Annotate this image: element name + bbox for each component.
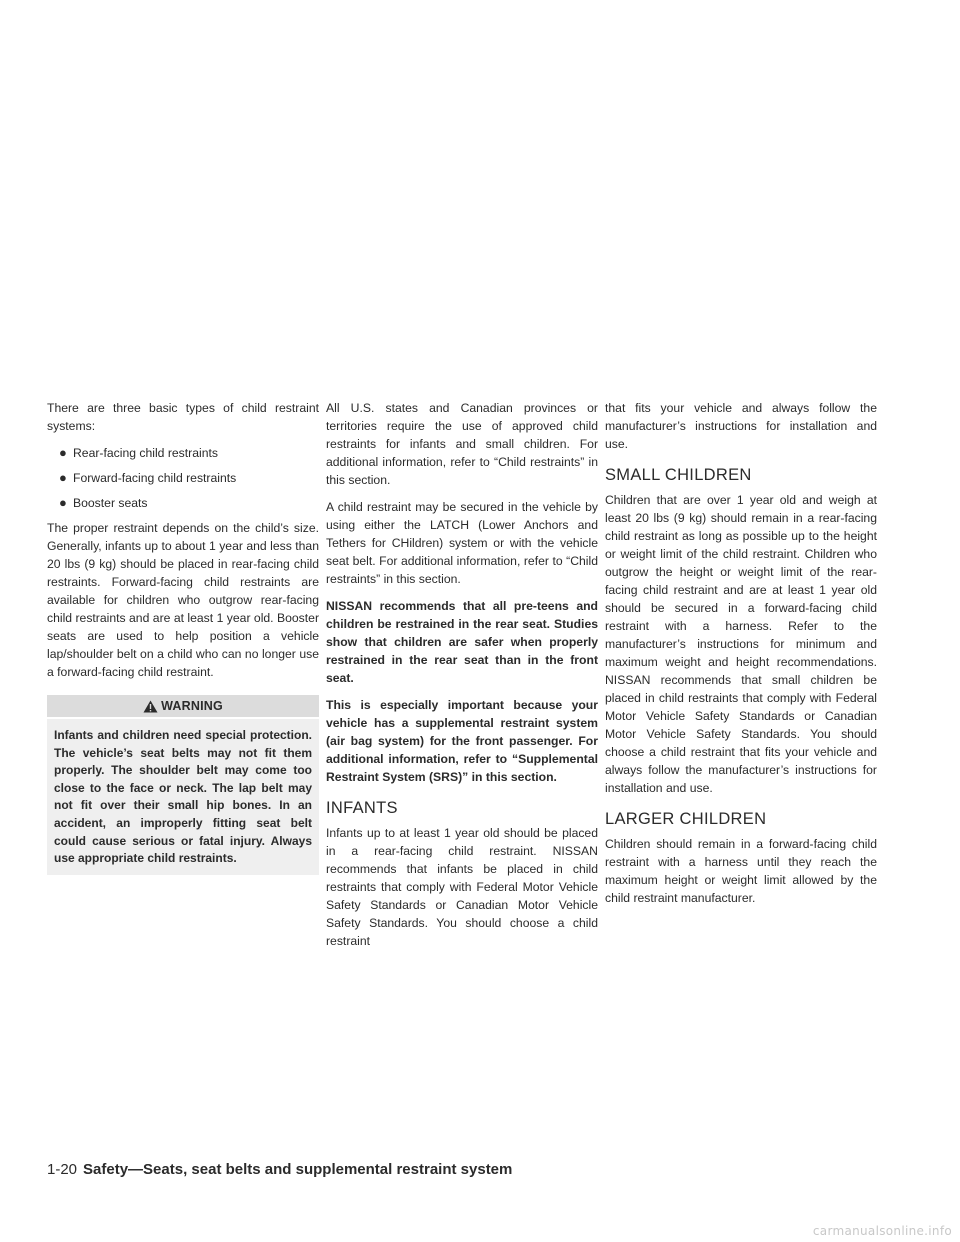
infants-heading: INFANTS — [326, 799, 398, 817]
small-children-heading: SMALL CHILDREN — [605, 466, 752, 484]
warning-title: WARNING — [161, 699, 223, 713]
latch-paragraph: A child restraint may be secured in the vehicle by using either the LATCH (Lower Anchors and Tethers for CHildren) system or with the vehicle seat belt. For additional information, refer to “Child restraints” in this section. — [326, 500, 598, 586]
larger-children-heading: LARGER CHILDREN — [605, 810, 767, 828]
column-1 — [47, 399, 319, 875]
list-item: ● Rear-facing child restraints — [59, 445, 218, 460]
list-item: ● Booster seats — [59, 495, 148, 510]
bullet-icon: ● — [59, 495, 67, 510]
restraint-types-list — [47, 444, 319, 512]
laws-paragraph: All U.S. states and Canadian provinces or territories require the use of approved child restraints for infants and small children. For additional information, refer to “Child restraints” in this section. — [326, 401, 598, 487]
list-item: ● Forward-facing child restraints — [59, 470, 237, 485]
continued-paragraph: that fits your vehicle and always follow the manufacturer’s instructions for installation and use. — [605, 401, 877, 451]
restraint-paragraph: The proper restraint depends on the child’s size. Generally, infants up to about 1 year and less than 20 lbs (9 kg) should be placed in rear-facing child restraints. Forward-facing child restraints are available for children who outgrow rear-facing child restraints and are at least 1 year old. Booster seats are used to help position a vehicle lap/shoulder belt on a child who can no longer use a forward-facing child restraint. — [47, 521, 319, 679]
warning-text: Infants and children need special protection. The vehicle’s seat belts may not fit them properly. The shoulder belt may come too close to the face or neck. The lap belt may not fit over their small hip bones. In an accident, an improperly fitting seat belt could cause serious or fatal injury. Always use appropriate child restraints. — [47, 719, 319, 875]
footer-title: Safety—Seats, seat belts and supplemental restraint system — [83, 1161, 513, 1178]
larger-children-paragraph: Children should remain in a forward-facing child restraint with a harness until they reach the maximum height or weight limit allowed by the child restraint manufacturer. — [605, 837, 877, 905]
bullet-icon: ● — [59, 470, 67, 485]
warning-header — [47, 695, 319, 717]
watermark: carmanualsonline.info — [812, 1224, 952, 1238]
intro-paragraph: There are three basic types of child restraint systems: — [47, 401, 319, 433]
page-footer — [47, 1161, 512, 1178]
column-2 — [326, 399, 598, 959]
rear-seat-recommendation: NISSAN recommends that all pre-teens and children be restrained in the rear seat. Studies show that children are safer when properly restrained in the rear seat than in the front seat. — [326, 599, 598, 685]
page-number: 1-20 — [47, 1161, 78, 1178]
warning-triangle-icon — [143, 700, 158, 713]
bullet-icon: ● — [59, 445, 67, 460]
small-children-paragraph: Children that are over 1 year old and weigh at least 20 lbs (9 kg) should remain in a rear-facing child restraint as long as possible up to the height or weight limit of the child restraint. Children who outgrow the height or weight limit of the rear-facing child restraint and are at least 1 year old should be secured in a forward-facing child restraint with a harness. Refer to the manufacturer’s instructions for minimum and maximum weight and height recommendations. NISSAN recommends that small children be placed in child restraints that comply with Federal Motor Vehicle Safety Standards or Canadian Motor Vehicle Safety Standards. You should choose a child restraint that fits your vehicle and always follow the manufacturer’s instructions for installation and use. — [605, 493, 877, 795]
infants-paragraph: Infants up to at least 1 year old should be placed in a rear-facing child restraint. NISSAN recommends that infants be placed in child restraints that comply with Federal Motor Vehicle Safety Standards or Canadian Motor Vehicle Safety Standards. You should choose a child restraint — [326, 826, 598, 948]
srs-note: This is especially important because your vehicle has a supplemental restraint system (air bag system) for the front passenger. For additional information, refer to “Supplemental Restraint System (SRS)” in this section. — [326, 698, 598, 784]
column-3 — [605, 399, 877, 916]
